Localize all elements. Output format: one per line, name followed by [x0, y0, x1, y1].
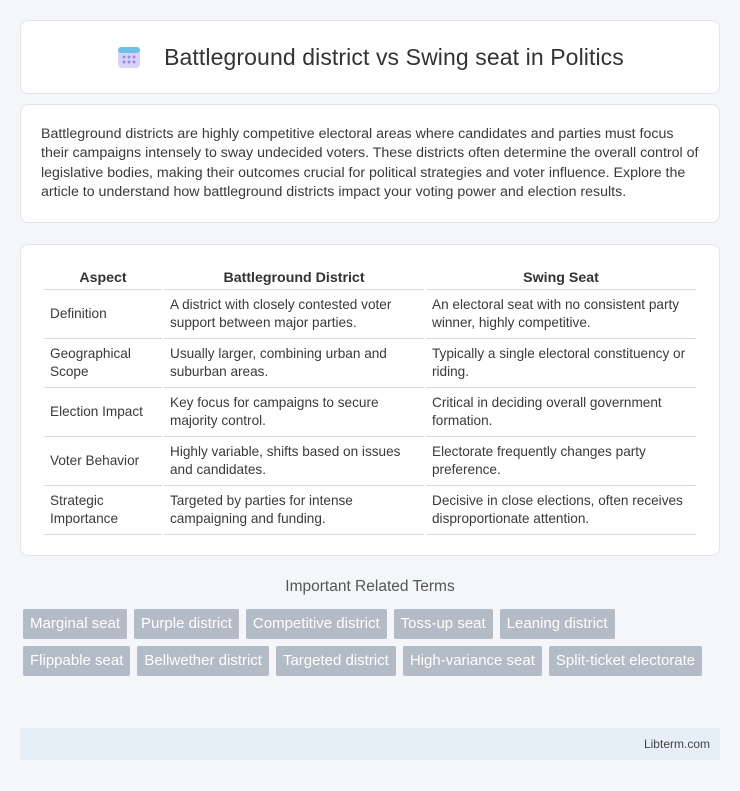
aspect-cell: Election Impact	[44, 388, 162, 437]
swing-cell: Electorate frequently changes party preference.	[426, 437, 696, 486]
related-term-tag[interactable]: Bellwether district	[137, 646, 269, 676]
table-row	[44, 339, 696, 388]
page-title: Battleground district vs Swing seat in Politics	[164, 43, 624, 70]
related-term-tag[interactable]: Marginal seat	[23, 609, 127, 639]
column-header: Battleground District	[164, 265, 424, 290]
aspect-cell: Strategic Importance	[44, 486, 162, 535]
aspect-cell: Voter Behavior	[44, 437, 162, 486]
footer-site-link[interactable]: Libterm.com	[643, 737, 710, 751]
related-terms-heading: Important Related Terms	[285, 578, 455, 595]
swing-cell: An electoral seat with no consistent party winner, highly competitive.	[426, 290, 696, 339]
aspect-cell: Definition	[44, 290, 162, 339]
swing-cell: Typically a single electoral constituency or riding.	[426, 339, 696, 388]
footer	[20, 728, 720, 760]
related-term-tag[interactable]: Leaning district	[500, 609, 615, 639]
table-row	[44, 437, 696, 486]
title-card	[20, 20, 720, 94]
related-term-tag[interactable]: Purple district	[134, 609, 239, 639]
related-term-tag[interactable]: Targeted district	[276, 646, 396, 676]
intro-text: Battleground districts are highly competitive electoral areas where candidates and parties must focus their campaigns intensely to sway undecided voters. These districts often determine the overall control of legislative bodies, making their outcomes crucial for political strategies and voter influence. Explore the article to understand how battleground districts impact your voting power and election results.	[41, 126, 699, 201]
column-header: Swing Seat	[426, 265, 696, 290]
calendar-icon	[116, 44, 142, 70]
swing-cell: Decisive in close elections, often receives disproportionate attention.	[426, 486, 696, 535]
intro-card	[20, 104, 720, 223]
related-term-tag[interactable]: Competitive district	[246, 609, 387, 639]
related-term-tag[interactable]: Split-ticket electorate	[549, 646, 702, 676]
battleground-cell: Key focus for campaigns to secure majority control.	[164, 388, 424, 437]
related-term-tag[interactable]: Toss-up seat	[394, 609, 493, 639]
swing-cell: Critical in deciding overall government formation.	[426, 388, 696, 437]
comparison-table	[42, 265, 698, 535]
aspect-cell: Geographical Scope	[44, 339, 162, 388]
column-header: Aspect	[44, 265, 162, 290]
table-row	[44, 290, 696, 339]
battleground-cell: Usually larger, combining urban and suburban areas.	[164, 339, 424, 388]
table-header-row	[44, 265, 696, 290]
related-terms-list	[23, 609, 723, 676]
battleground-cell: Highly variable, shifts based on issues and candidates.	[164, 437, 424, 486]
battleground-cell: A district with closely contested voter support between major parties.	[164, 290, 424, 339]
table-row	[44, 388, 696, 437]
comparison-card	[20, 244, 720, 556]
table-row	[44, 486, 696, 535]
related-term-tag[interactable]: Flippable seat	[23, 646, 130, 676]
battleground-cell: Targeted by parties for intense campaigning and funding.	[164, 486, 424, 535]
related-term-tag[interactable]: High-variance seat	[403, 646, 542, 676]
